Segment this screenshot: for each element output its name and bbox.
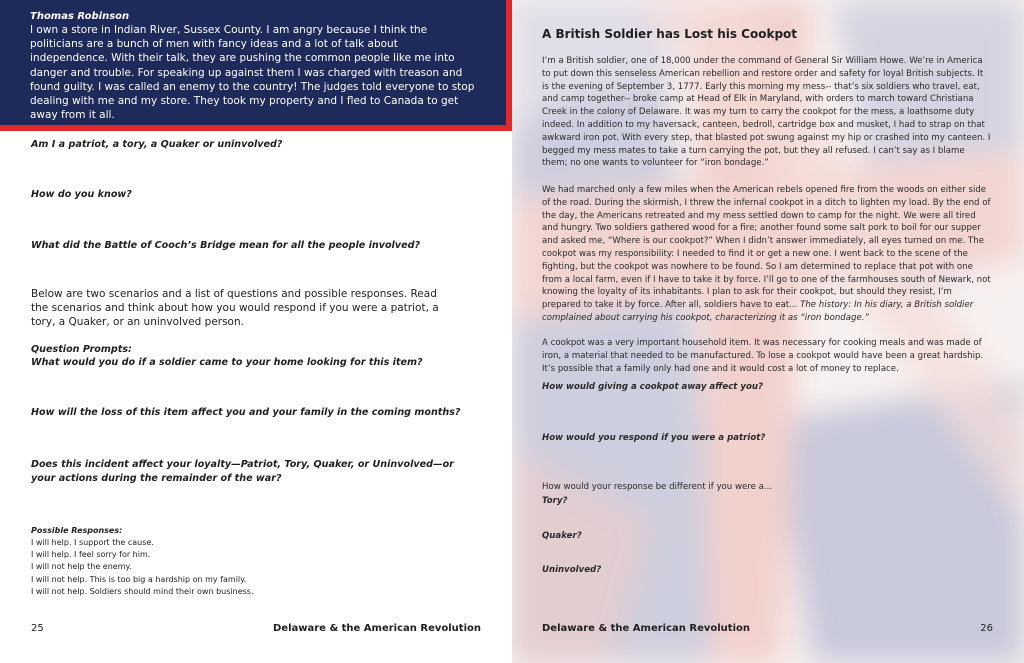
cookpot-context-paragraph: A cookpot was a very important household item. It was necessary for cooking meals and was made of iron, a material that needed to be manufactured. To lose a cookpot would have been a great hardship. It’s possible that a family only had one and it would cost a lot of money to replace. <box>542 338 984 374</box>
character-bio-box <box>0 0 512 131</box>
response-item: I will not help the enemy. <box>31 562 132 572</box>
possible-responses-list <box>31 537 254 598</box>
story-paragraph: We had marched only a few miles when the American rebels opened fire from the woods on either side of the road. During the skirmish, I threw the infernal cookpot in a ditch to lighten my load. By the end of the day, the Americans retreated and my mess settled down to camp for the night. We were all tired and hungry. Two soldiers gathered wood for a fire; another found some salt pork to boil for our supper and asked me, “Where is our cookpot?” When I didn’t answer immediately, all eyes turned on me. The cookpot was my responsibility: I needed to find it or get a new one. I went back to the scene of the fighting, but the cookpot was nowhere to be found. So I am determined to replace that pot with one from a local farm, even if I have to take it by force. I’ll go to one of the farmhouses south of Newark, not knowing the loyalty of its inhabitants. I plan to ask for their cookpot, but should they resist, I’m prepared to take it by force. After all, soldiers have to eat... <box>542 185 991 311</box>
story-paragraph-with-history <box>542 184 992 325</box>
response-item: I will not help. Soldiers should mind their own business. <box>31 586 254 596</box>
question-giving-cookpot: How would giving a cookpot away affect you? <box>542 382 763 392</box>
running-title-right: Delaware & the American Revolution <box>542 623 750 634</box>
possible-responses-heading: Possible Responses: <box>31 526 123 535</box>
prompt-loss-effect: How will the loss of this item affect you and your family in the coming months? <box>31 407 461 418</box>
scenario-intro: Below are two scenarios and a list of questions and possible responses. Read the scenarios and think about how you would respond if you were a patriot, a tory, a Quaker, or an uninvolved person. <box>31 288 439 329</box>
question-different-response: How would your response be different if you were a... <box>542 482 773 492</box>
prompt-soldier-at-home: What would you do if a soldier came to your home looking for this item? <box>31 357 423 368</box>
response-item: I will help. I support the cause. <box>31 538 154 547</box>
question-how-know: How do you know? <box>31 189 132 200</box>
question-patriot-response: How would you respond if you were a patriot? <box>542 433 766 443</box>
character-name: Thomas Robinson <box>30 11 130 22</box>
character-bio-text: I own a store in Indian River, Sussex County. I am angry because I think the politicians are a bunch of men with fancy ideas and a lot of talk about independence. With their talk, they are pushing the common people like me into danger and trouble. For speaking up against them I was charged with treason and found guilty. I was called an enemy to the country! The judges told everyone to stop dealing with me and my store. They took my property and I fled to Canada to get away from it all. <box>30 24 475 122</box>
running-title-left: Delaware & the American Revolution <box>273 623 481 634</box>
question-battle-meaning: What did the Battle of Cooch’s Bridge mean for all the people involved? <box>31 240 421 251</box>
role-tory: Tory? <box>542 496 568 506</box>
response-item: I will help. I feel sorry for him. <box>31 550 151 560</box>
article-title: A British Soldier has Lost his Cookpot <box>542 27 798 41</box>
right-page-content <box>512 0 1024 663</box>
prompt-loyalty: Does this incident affect your loyalty—Patriot, Tory, Quaker, or Uninvolved—or your actions during the remainder of the war? <box>31 459 454 484</box>
history-note: The history: In his diary, a British soldier complained about carrying his cookpot, characterizing it as “iron bondage.” <box>542 300 974 323</box>
question-prompts-heading: Question Prompts: <box>31 344 132 355</box>
response-item: I will not help. This is too big a hardship on my family. <box>31 574 247 584</box>
role-uninvolved: Uninvolved? <box>542 565 602 575</box>
story-paragraph: I’m a British soldier, one of 18,000 under the command of General Sir William Howe. We’re in America to put down this senseless American rebellion and restore order and safety for loyal British subjects. It is the evening of September 3, 1777. Early this morning my mess-- that’s six soldiers who travel, eat, and camp together-- broke camp at Head of Elk in Maryland, with orders to march toward Christiana Creek in the colony of Delaware. It was my turn to carry the cookpot for the mess, a loathsome duty indeed. In addition to my haversack, canteen, bedroll, cartridge box and musket, I had to strap on that awkward iron pot. With every step, that blasted pot swung against my hip or crashed into my canteen. I begged my mess mates to take a turn carrying the pot, but they all refused. I can’t say as I blame them; no one wants to volunteer for “iron bondage.” <box>542 56 991 169</box>
page-number-right: 26 <box>980 623 993 634</box>
page-number-left: 25 <box>31 623 44 634</box>
role-quaker: Quaker? <box>542 531 582 541</box>
question-identity: Am I a patriot, a tory, a Quaker or uninvolved? <box>31 139 283 150</box>
right-page <box>512 0 1024 663</box>
